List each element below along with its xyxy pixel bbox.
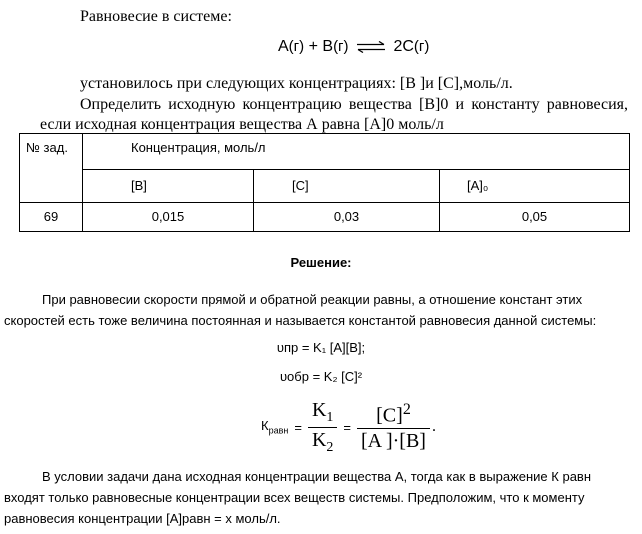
k1-numerator [308,399,337,427]
reactant-a-phase: (г) [288,38,305,55]
value-b-cell [83,203,254,232]
value-b: 0,015 [151,209,185,224]
formula-end-dot: . [431,418,436,435]
plus-sign: + [308,38,318,55]
task-number-header-text: № зад. [26,140,68,155]
value-c-cell [254,203,440,232]
column-header-a0 [440,170,630,203]
equals-sign-2: = [343,419,351,435]
k1-over-k2-fraction [308,399,337,456]
concentration-group-header-text: Концентрация, моль/л [131,140,266,155]
concentration-group-header [83,134,630,170]
column-header-b-text: [B] [131,178,147,193]
k2-letter: K [311,428,327,451]
solution-paragraph-2-line-2: входят только равновесные концентрации всех веществ системы. Предположим, что к моменту [4,490,585,505]
concentration-fraction [357,401,430,454]
column-header-c-text: [C] [292,178,309,193]
column-header-a0-text: [A]₀ [467,178,489,193]
solution-paragraph-2 [4,466,628,529]
product-c: 2C [393,38,414,55]
column-header-c [254,170,440,203]
k2-denominator [308,427,337,456]
c-power: 2 [402,400,411,418]
k-label-letter: К [261,418,269,434]
k2-sub: 2 [326,439,334,455]
reactant-b: B [322,38,334,55]
solution-paragraph-1-line-2: скоростей есть тоже величина постоянная и называется константой равновесия данной системы: [4,313,597,328]
reaction-equation [278,38,429,56]
product-c-phase: (г) [413,38,430,55]
solution-paragraph-1 [4,289,628,331]
c-squared-numerator [372,401,415,429]
equals-sign-1: = [294,419,302,435]
rate-reverse: υобр = K₂ [C]² [279,369,363,384]
ab-denominator: [A ]·[B] [357,428,430,453]
rate-forward: υпр = K₁ [A][B]; [276,340,366,355]
value-a0: 0,05 [521,209,548,224]
k-label [261,418,288,436]
reactant-b-phase: (г) [333,38,349,55]
concentration-table [19,133,630,232]
equilibrium-constant-formula [261,398,436,456]
column-header-b [83,170,254,203]
conditions-line: установилось при следующих концентрациях: [B ]и [C],моль/л. [80,75,513,92]
solution-paragraph-2-line-3: равновесия концентрации [A]равн = x моль/л. [4,511,281,526]
task-number-value: 69 [43,209,59,224]
task-line-2: если исходная концентрация вещества А равна [A]0 моль/л [40,116,444,133]
task-line: Определить исходную концентрацию вещества [B]0 и константу равновесия, [80,96,628,113]
solution-title: Решение: [290,255,352,270]
task-number-header [20,134,83,203]
table-row [20,203,630,232]
intro-text: Равновесие в системе: [80,8,232,25]
solution-paragraph-2-line-1: В условии задачи дана исходная концентрации вещества А, тогда как в выражение К равн [42,469,592,484]
task-number-cell [20,203,83,232]
solution-paragraph-1-line-1: При равновесии скорости прямой и обратной реакции равны, а отношение констант этих [42,292,583,307]
k1-letter: K [311,398,327,421]
k1-sub: 1 [326,409,334,425]
reactant-a: A [278,38,289,55]
value-c: 0,03 [333,209,360,224]
c-bracket: [C] [376,404,403,427]
value-a0-cell [440,203,630,232]
equilibrium-arrows-icon [356,41,386,53]
k-label-sub: равн [268,425,289,436]
